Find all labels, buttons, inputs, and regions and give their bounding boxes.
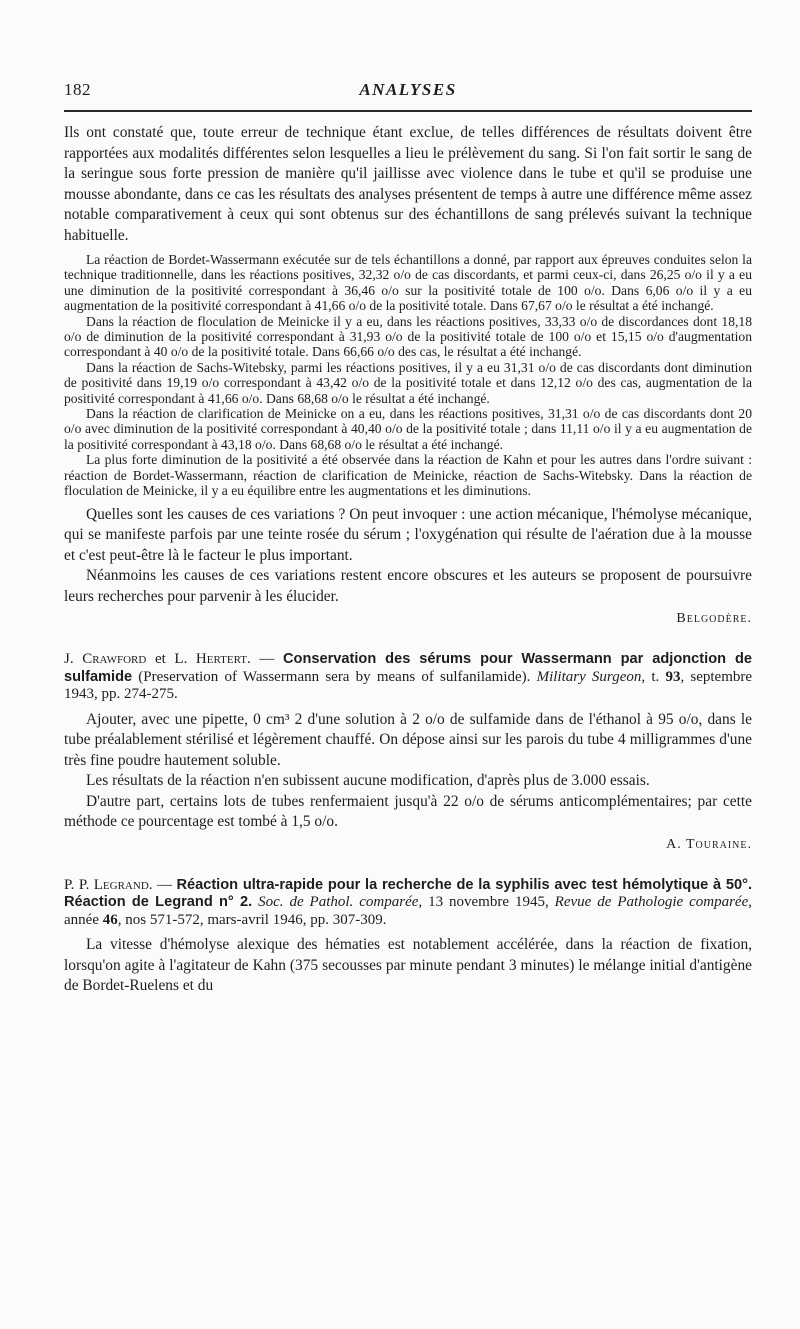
running-title: ANALYSES [359, 80, 457, 99]
author-conjunction: et [146, 651, 175, 667]
article-paragraph: La vitesse d'hémolyse alexique des hématies est notablement accélérée, dans la réaction de fixation, lorsqu'on agite à l'agitateur de Kahn (375 secousses par minute pendant 3 minutes) le mélange initial d'antigène de Bordet-Ruelens et du [64, 936, 752, 994]
dash: — [152, 876, 177, 893]
article-reference [64, 877, 752, 930]
article-legrand [64, 877, 752, 997]
signature-name: A. Touraine. [666, 836, 752, 852]
author: L. Hertert. [174, 651, 251, 667]
journal-name: Soc. de Pathol. comparée, [252, 894, 423, 910]
results-paragraph: La réaction de Bordet-Wassermann exécutée sur de tels échantillons a donné, par rapport aux épreuves conduites selon la technique traditionnelle, dans les réactions positives, 32,32 o/o de cas discordants, et parmi ceux-ci, dans 26,25 o/o il y a eu une diminution de la positivité correspondant à 36,46 o/o sur la positivité totale de 100 o/o. Dans 6,06 o/o il y a eu augmentation de la positivité correspondant à 41,66 o/o de la positivité totale. Dans 67,67 o/o le résultat a été inchangé. [64, 252, 752, 314]
discussion-block [64, 505, 752, 608]
article-title: Conservation des sérums pour Wassermann par adjonction de sulfamide [64, 651, 752, 685]
header-rule [64, 110, 752, 112]
article-paragraph: Les résultats de la réaction n'en subissent aucune modification, d'après plus de 3.000 essais. [86, 772, 650, 789]
results-block [64, 252, 752, 499]
author: J. Crawford [64, 651, 147, 667]
article-paragraph: Ajouter, avec une pipette, 0 cm³ 2 d'une solution à 2 o/o de sulfamide dans de l'éthanol à 95 o/o, dans le tube préalablement stérilisé et légèrement chauffé. On dépose ainsi sur les parois du tube 4 milligrammes d'une très fine poudre hautement soluble. [64, 710, 752, 769]
author: P. P. Legrand. [64, 876, 153, 893]
article-crawford [64, 651, 752, 853]
intro-paragraph: Ils ont constaté que, toute erreur de technique étant exclue, de telles différences de résultats doivent être rapportées aux modalités différentes selon lesquelles a lieu le prélèvement du sang. Si l'on fait sortir le sang de la seringue sous forte pression de manière qu'il jaillisse avec violence dans le tube et qu'il se produise une mousse abondante, dans ce cas les résultats des analyses présentent de temps à autre une différence même assez notable comparativement à ceux qui sont obtenus sur des échantillons de sang prélevés suivant la technique habituelle. [64, 124, 752, 244]
page-header [64, 78, 752, 104]
results-paragraph: Dans la réaction de clarification de Meinicke on a eu, dans les réactions positives, 31,31 o/o de cas discordants dont 20 o/o avec diminution de la positivité correspondant à 40,40 o/o de la positivité totale ; dans 11,11 o/o il y a eu augmentation de la positivité correspondant à 43,18 o/o. Dans 68,68 o/o le résultat a été inchangé. [64, 406, 752, 452]
results-paragraph: Dans la réaction de Sachs-Witebsky, parmi les réactions positives, il y a eu 31,31 o/o de cas discordants dont diminution de positivité dans 19,19 o/o correspondant à 43,42 o/o de la positivité totale et dans 12,12 o/o des cas, augmentation de la positivité correspondant à 41,66 o/o. Dans 68,68 o/o le résultat a été inchangé. [64, 359, 752, 406]
signature [64, 611, 752, 627]
page-number: 182 [64, 80, 91, 99]
dash: — [250, 651, 283, 667]
results-paragraph: Dans la réaction de floculation de Meinicke il y a eu, dans les réactions positives, 33,33 o/o de discordances dont 18,18 o/o de diminution de la positivité correspondant à 31,93 o/o de la positivité totale de 100 o/o et 15,15 o/o d'augmentation correspondant à 40 o/o de la positivité totale. Dans 66,66 o/o des cas, le résultat a été inchangé. [64, 313, 752, 360]
article-title: Réaction ultra-rapide pour la recherche de la syphilis avec test hémolytique à 50°. Réaction de Legrand n° 2. [64, 876, 752, 910]
signature-name: Belgodère. [676, 611, 752, 626]
journal-name: Revue de Pathologie comparée, [554, 894, 752, 910]
year-prefix: année [64, 911, 103, 928]
citation-details: , septembre 1943, pp. 274-275. [64, 668, 753, 702]
discussion-paragraph: Quelles sont les causes de ces variations ? On peut invoquer : une action mécanique, l'hémolyse mécanique, qui se manifeste parfois par une teinte rosée du sérum ; l'oxygénation qui résulte de l'aération due à la mousse et c'est peut-être là le facteur le plus important. [64, 505, 752, 564]
citation-date: 13 novembre 1945, [422, 894, 555, 910]
results-paragraph: La plus forte diminution de la positivité a été observée dans la réaction de Kahn et pour les autres dans l'ordre suivant : réaction de Bordet-Wassermann, réaction de clarification de Meinicke, réaction de Sachs-Witebsky. Dans la réaction de floculation de Meinicke, il y a eu équilibre entre les augmentations et les diminutions. [64, 452, 752, 499]
volume-prefix: t. [645, 668, 666, 685]
article-paragraph: D'autre part, certains lots de tubes renfermaient jusqu'à 22 o/o de sérums anticomplémentaires; par cette méthode ce pourcentage est tombé à 1,5 o/o. [64, 792, 752, 830]
citation-details: , nos 571-572, mars-avril 1946, pp. 307-309. [117, 911, 387, 928]
year-number: 46 [102, 911, 118, 928]
journal-name: Military Surgeon, [536, 668, 646, 685]
journal-page [64, 78, 752, 997]
article-reference [64, 651, 752, 704]
english-title: (Preservation of Wassermann sera by means of sulfanilamide). [132, 668, 537, 685]
volume-number: 93 [665, 668, 681, 685]
signature [64, 837, 752, 853]
discussion-paragraph: Néanmoins les causes de ces variations restent encore obscures et les auteurs se proposent de poursuivre leurs recherches pour parvenir à les élucider. [64, 567, 752, 605]
